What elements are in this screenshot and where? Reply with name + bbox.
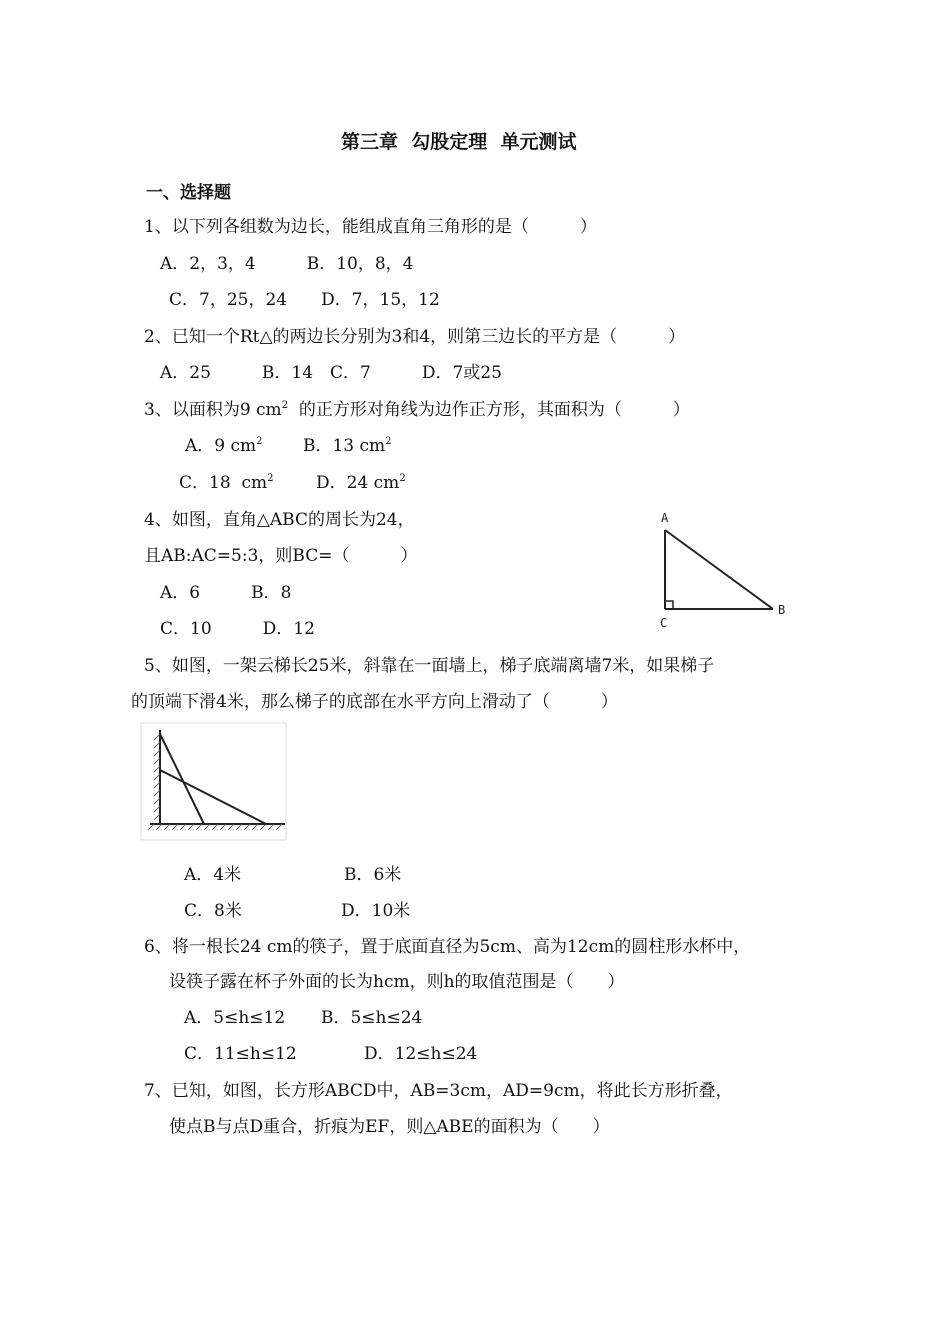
question-5-option-c: C．8米 [184, 901, 242, 921]
question-5-stem-line-1: 5、如图，一架云梯长25米，斜靠在一面墙上，梯子底端离墙7米，如果梯子 [144, 656, 715, 676]
page-title: 第三章 勾股定理 单元测试 [341, 131, 577, 153]
question-3-option-c: C．18 $cm^2$ [179, 473, 274, 493]
question-6-stem-line-2: 设筷子露在杯子外面的长为hcm，则h的取值范围是（ ） [169, 972, 625, 992]
question-2-stem: 2、已知一个Rt△的两边长分别为3和4，则第三边长的平方是（ ） [144, 327, 686, 347]
triangle-abc-figure [655, 508, 795, 633]
question-3-option-a: A．9 $cm^2$ [185, 436, 263, 456]
question-6-option-d: D．12≤h≤24 [364, 1044, 478, 1064]
question-3-option-d: D．24 $cm^2$ [316, 473, 406, 493]
vertex-c-label: C [660, 616, 668, 630]
question-7-stem-line-1: 7、已知，如图，长方形ABCD中，AB=3cm，AD=9cm，将此长方形折叠， [144, 1081, 733, 1101]
question-5-option-a: A．4米 [184, 865, 242, 885]
question-5-stem-line-2: 的顶端下滑4米，那么梯子的底部在水平方向上滑动了（ ） [131, 692, 618, 712]
vertex-a-label: A [661, 511, 669, 525]
section-heading: 一、选择题 [146, 183, 231, 203]
question-3-option-b: B．13 $cm^2$ [303, 436, 392, 456]
vertex-b-label: B [778, 603, 786, 617]
question-7-stem-line-2: 使点B与点D重合，折痕为EF，则△ABE的面积为（ ） [169, 1117, 610, 1137]
question-1-options-row-2: C．7，25，24 D．7，15，12 [169, 290, 440, 310]
question-5-option-d: D．10米 [341, 901, 411, 921]
question-6-option-a: A．5≤h≤12 [184, 1008, 286, 1028]
ladder-original [160, 734, 204, 824]
question-1-stem: 1、以下列各组数为边长，能组成直角三角形的是（ ） [144, 217, 597, 237]
question-4-options-row-1: A．6 B．8 [160, 583, 292, 603]
question-6-option-c: C．11≤h≤12 [184, 1044, 297, 1064]
ladder-slid [160, 770, 266, 824]
question-1-options-row-1: A．2，3，4 B．10，8，4 [160, 254, 414, 274]
question-6-stem-line-1: 6、将一根长24 cm的筷子，置于底面直径为5cm、高为12cm的圆柱形水杯中， [144, 937, 751, 957]
ladder-figure [140, 722, 288, 842]
question-5-option-b: B．6米 [344, 865, 402, 885]
side-ab [665, 530, 773, 609]
question-4-options-row-2: C．10 D．12 [160, 619, 315, 639]
question-2-options-row-1: A．25 B．14 C．7 D．7或25 [160, 363, 502, 383]
question-6-option-b: B．5≤h≤24 [321, 1008, 423, 1028]
question-3-stem: 3、以面积为9 $cm^2$ 的正方形对角线为边作正方形，其面积为（ ） [144, 400, 690, 420]
right-angle-mark [665, 601, 673, 609]
question-4-stem-line-2: 且AB:AC=5:3，则BC=（ ） [144, 546, 418, 566]
question-4-stem-line-1: 4、如图，直角△ABC的周长为24， [144, 510, 415, 530]
